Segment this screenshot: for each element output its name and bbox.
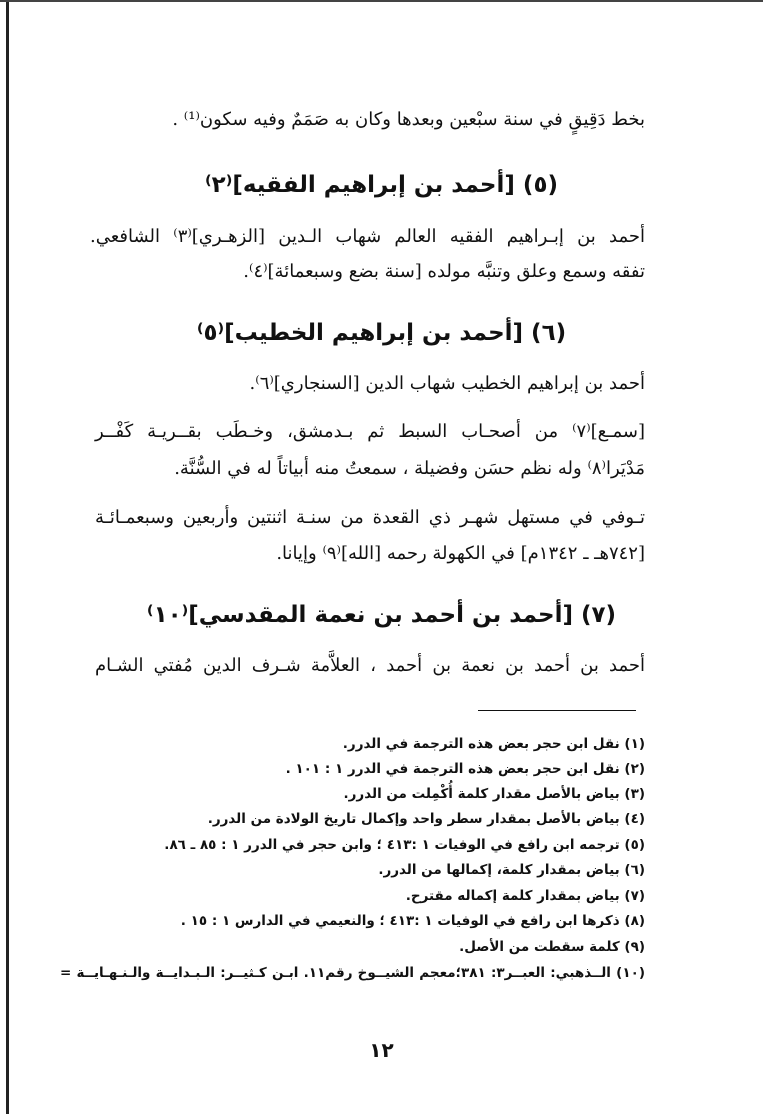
body-line: [٧٤٢هـ ـ ١٣٤٢م] في الكهولة رحمه [الله]⁽٩⁾ وإيانا. [276, 543, 645, 564]
body-line: [سمـع]⁽٧⁾ من أصحـاب السبط ثم بـدمشق، وخـطَب بقــريـة كَفْــر [95, 421, 645, 442]
footnote: (١٠) الــذهبي: العبــر٣: ٣٨١؛معجم الشيــوخ رقم١١. ابـن كـثيــر: الـبـدايــة والـنـهـايــة = [60, 965, 645, 981]
footnote: (٢) نقل ابن حجر بعض هذه الترجمة في الدرر ١ : ١٠١ . [285, 761, 645, 777]
footnote: (١) نقل ابن حجر بعض هذه الترجمة في الدرر. [342, 736, 645, 752]
body-line-intro: بخط دَقِيقٍ في سنة سبْعين وبعدها وكان به صَمَمٌ وفيه سكون⁽¹⁾ . [172, 109, 645, 130]
footnote: (٧) بياض بمقدار كلمة إكماله مقترح. [405, 888, 645, 904]
body-line: أحمد بن إبـراهيم الفقيه العالم شهاب الـدين [الزهـري]⁽٣⁾ الشافعي. [90, 226, 645, 247]
page-number: ١٢ [369, 1038, 394, 1062]
entry-heading-7: (٧) [أحمد بن أحمد بن نعمة المقدسي]⁽١٠⁾ [146, 602, 617, 628]
page-top-edge [0, 0, 763, 2]
footnote: (٤) بياض بالأصل بمقدار سطر واحد وإكمال تاريخ الولادة من الدرر. [207, 811, 645, 827]
footnote: (٣) بياض بالأصل مقدار كلمة أُكْمِلت من الدرر. [343, 786, 645, 802]
page-edge-shadow [6, 0, 9, 1114]
footnote-separator [478, 710, 636, 711]
footnote: (٨) ذكرها ابن رافع في الوفيات ١ :٤١٣ ؛ والنعيمي في الدارس ١ : ١٥ . [180, 913, 645, 929]
body-line: تفقه وسمع وعلق وتنبَّه مولده [سنة بضع وسبعمائة]⁽٤⁾. [243, 261, 645, 282]
footnote: (٦) بياض بمقدار كلمة، إكمالها من الدرر. [378, 862, 645, 878]
entry-heading-5: (٥) [أحمد بن إبراهيم الفقيه]⁽٢⁾ [205, 172, 558, 198]
footnote: (٥) ترجمه ابن رافع في الوفيات ١ :٤١٣ ؛ وابن حجر في الدرر ١ : ٨٥ ـ ٨٦. [164, 837, 645, 853]
body-line: أحمد بن إبراهيم الخطيب شهاب الدين [السنجاري]⁽٦⁾. [249, 373, 645, 394]
body-line: أحمد بن أحمد بن نعمة بن أحمد ، العلاَّمة شـرف الدين مُفتي الشـام [95, 655, 645, 676]
body-line: مَدْيَرا⁽٨⁾ وله نظم حسَن وفضيلة ، سمعتُ منه أبياتاً له في السُّنَّة. [174, 458, 645, 479]
entry-heading-6: (٦) [أحمد بن إبراهيم الخطيب]⁽٥⁾ [196, 320, 567, 346]
body-line: تـوفي في مستهل شهـر ذي القعدة من سنـة اثنتين وأربعين وسبعمـائـة [95, 507, 645, 528]
footnote: (٩) كلمة سقطت من الأصل. [459, 939, 645, 955]
